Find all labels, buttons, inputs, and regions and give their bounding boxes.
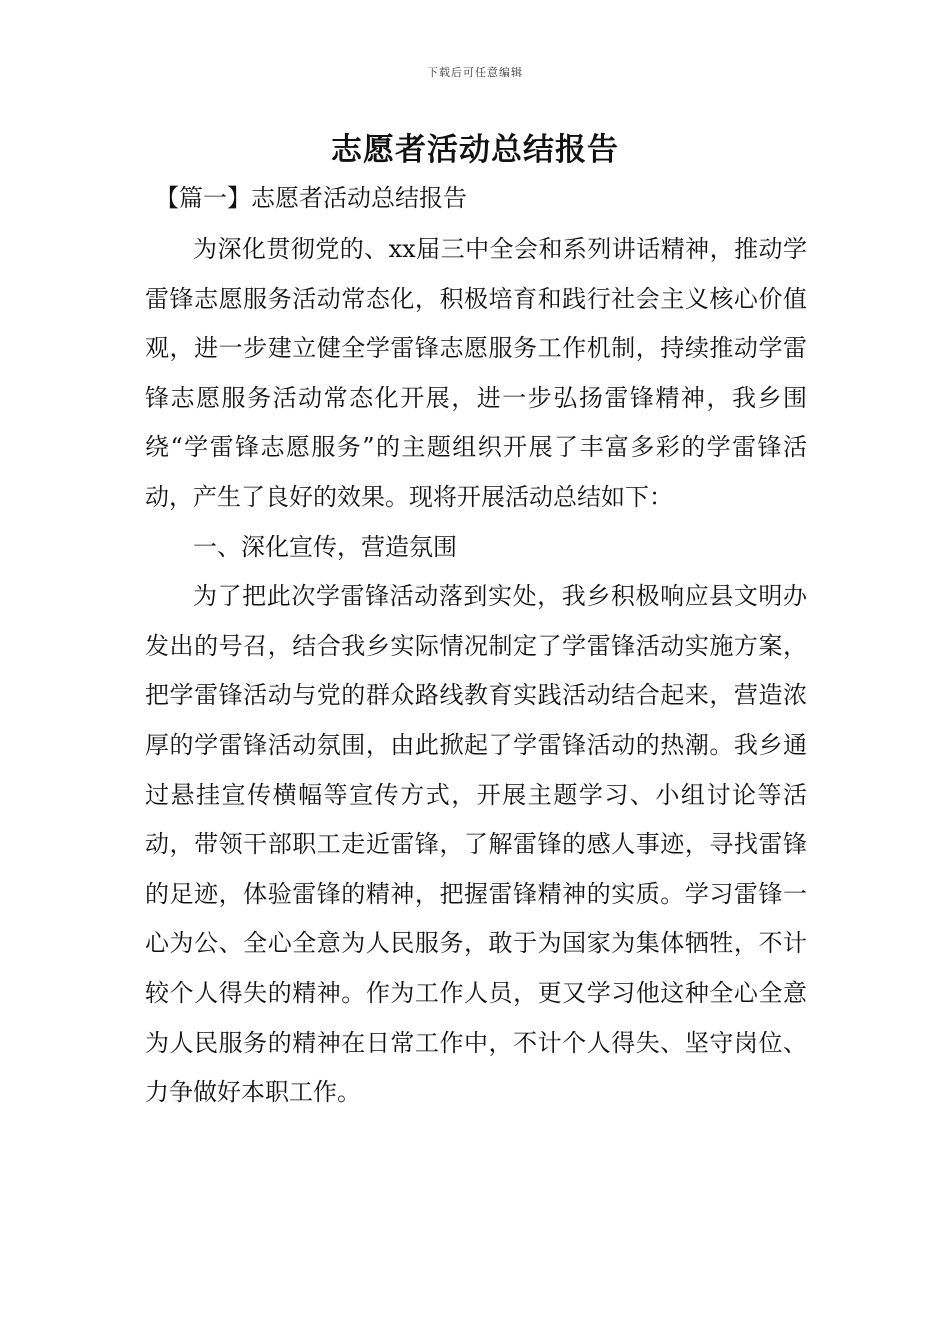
body-paragraph-1: 为了把此次学雷锋活动落到实处，我乡积极响应县文明办发出的号召，结合我乡实际情况制定了学雷锋活动实施方案，把学雷锋活动与党的群众路线教育实践活动结合起来，营造浓厚的学雷锋活动氛围，由此掀起了学雷锋活动的热潮。我乡通过悬挂宣传横幅等宣传方式，开展主题学习、小组讨论等活动，带领干部职工走近雷锋，了解雷锋的感人事迹，寻找雷锋的足迹，体验雷锋的精神，把握雷锋精神的实质。学习雷锋一心为公、全心全意为人民服务，敢于为国家为集体牺牲，不计较个人得失的精神。作为工作人员，更又学习他这种全心全意为人民服务的精神在日常工作中，不计个人得失、坚守岗位、力争做好本职工作。 [145,582,807,1107]
document-title: 志愿者活动总结报告 [331,132,619,168]
section-heading-1: 一、深化宣传，营造氛围 [193,532,457,561]
document-body [145,225,807,1118]
intro-paragraph: 为深化贯彻党的、xx届三中全会和系列讲话精神，推动学雷锋志愿服务活动常态化，积极培育和践行社会主义核心价值观，进一步建立健全学雷锋志愿服务工作机制，持续推动学雷锋志愿服务活动常态化开展，进一步弘扬雷锋精神，我乡围绕“学雷锋志愿服务”的主题组织开展了丰富多彩的学雷锋活动，产生了良好的效果。现将开展活动总结如下： [145,235,807,511]
section-label: 【篇一】志愿者活动总结报告 [155,184,467,212]
header-note: 下载后可任意编辑 [427,66,523,79]
